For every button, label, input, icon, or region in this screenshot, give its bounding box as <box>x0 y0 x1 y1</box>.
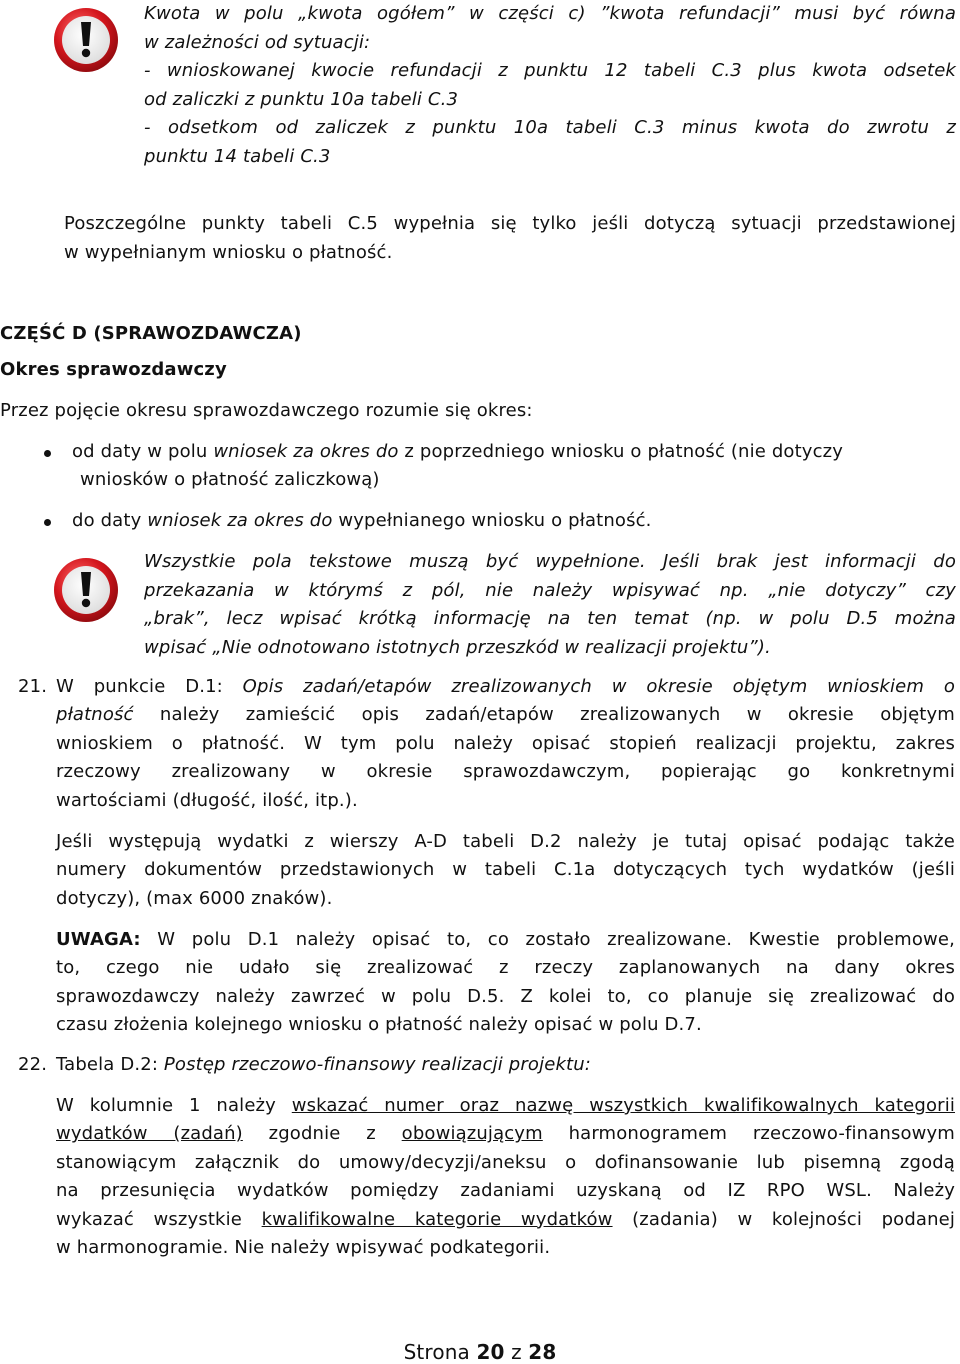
field-name: wniosek za okres do <box>147 510 333 531</box>
section-intro: Przez pojęcie okresu sprawozdawczego rozumie się okres: <box>0 400 533 421</box>
page-current: 20 <box>476 1340 505 1364</box>
underlined-text: obowiązującym <box>401 1123 543 1145</box>
para-line <box>56 1206 955 1234</box>
warning-icon <box>52 6 120 74</box>
note-line: - wnioskowanej kwocie refundacji z punktu 12 tabeli C.3 plus kwota odsetek <box>144 60 956 81</box>
bullet-dot <box>44 519 51 526</box>
note-line: od zaliczki z punktu 10a tabeli C.3 <box>144 88 459 110</box>
para-line: rzeczowy zrealizowany w okresie sprawozdawczym, popierając go konkretnymi <box>56 761 955 783</box>
note-line: przekazania w którymś z pól, nie należy wpisywać np. „nie dotyczy” czy <box>144 579 956 601</box>
underlined-text: wskazać numer oraz nazwę wszystkich kwalifikowalnych kategorii <box>291 1095 955 1116</box>
page-footer <box>0 1340 960 1364</box>
text-span: (zadania) w kolejności podanej <box>612 1208 956 1230</box>
note-line: Wszystkie pola tekstowe muszą być wypełnione. Jeśli brak jest informacji do <box>144 551 956 572</box>
para-line <box>56 701 955 729</box>
para-line: w harmonogramie. Nie należy wpisywać podkategorii. <box>56 1237 551 1259</box>
text-span: zgodnie z <box>242 1123 402 1145</box>
text-span: W polu D.1 należy opisać to, co zostało zrealizowane. Kwestie problemowe, <box>140 929 955 950</box>
note-line: - odsetkom od zaliczek z punktu 10a tabeli C.3 minus kwota do zwrotu z <box>144 117 956 138</box>
field-name: płatność <box>56 704 134 726</box>
para-line: wnioskiem o płatność. W tym polu należy opisać stopień realizacji projektu, zakres <box>56 732 955 754</box>
item-22-body <box>56 1092 955 1262</box>
note-line: wpisać „Nie odnotowano istotnych przeszkód w realizacji projektu”). <box>144 636 771 658</box>
item-21-expenses <box>56 828 955 913</box>
para-line: stanowiącym załącznik do umowy/decyzji/aneksu o dofinansowanie lub pisemną zgodą <box>56 1151 955 1173</box>
note-line: punktu 14 tabeli C.3 <box>144 145 331 167</box>
field-name: Postęp rzeczowo-finansowy realizacji projektu: <box>163 1054 592 1075</box>
text-span: należy zamieścić opis zadań/etapów zrealizowanych w okresie objętym <box>133 704 955 726</box>
text-span: do daty <box>72 510 148 531</box>
warning-icon <box>52 556 120 624</box>
field-name: Opis zadań/etapów zrealizowanych w okresie objętym wnioskiem o <box>242 676 956 697</box>
para-line: to, czego nie udało się zrealizować z rzeczy zaplanowanych na dany okres <box>56 957 955 979</box>
section-heading: CZĘŚĆ D (SPRAWOZDAWCZA) <box>0 323 302 344</box>
warning-note-refund <box>144 0 956 171</box>
para-line: dotyczy), (max 6000 znaków). <box>56 887 333 909</box>
para-line: wartościami (długość, ilość, itp.). <box>56 789 358 811</box>
text-span: Tabela D.2: <box>56 1054 164 1075</box>
note-line: „brak”, lecz wpisać krótką informację na ten temat (np. w polu D.5 można <box>144 608 956 629</box>
bullet-dot <box>44 450 51 457</box>
bullet-item-cont: wniosków o płatność zaliczkową) <box>80 469 380 490</box>
note-line: w wypełnianym wniosku o płatność. <box>64 241 393 263</box>
para-line: numery dokumentów przedstawionych w tabeli C.1a dotyczących tych wydatków (jeśli <box>56 859 955 881</box>
bullet-item <box>72 507 652 536</box>
para-line <box>56 926 955 954</box>
item-21-uwaga <box>56 926 955 1040</box>
page-total: 28 <box>528 1340 557 1364</box>
text-span: z poprzedniego wniosku o płatność (nie dotyczy <box>398 441 844 462</box>
underlined-text: wydatków (zadań) <box>56 1123 243 1145</box>
item-22-title <box>56 1051 591 1080</box>
warning-note-text-fields <box>144 548 956 662</box>
bullet-item <box>72 438 956 467</box>
text-span: W kolumnie 1 należy <box>56 1095 292 1116</box>
text-span: W punkcie D.1: <box>56 676 243 697</box>
item-number: 22. <box>18 1054 48 1075</box>
text-span: wypełnianego wniosku o płatność. <box>332 510 652 531</box>
para-line: czasu złożenia kolejnego wniosku o płatność należy opisać w polu D.7. <box>56 1014 702 1036</box>
para-line <box>56 1120 955 1148</box>
para-line: Jeśli występują wydatki z wierszy A-D tabeli D.2 należy je tutaj opisać podając także <box>56 831 955 852</box>
text-span: wykazać wszystkie <box>56 1208 262 1230</box>
footer-sep: z <box>511 1340 522 1364</box>
note-line: Kwota w polu „kwota ogółem” w części c) ”kwota refundacji” musi być równa <box>144 3 956 24</box>
item-number: 21. <box>18 676 48 697</box>
uwaga-label: UWAGA: <box>56 929 141 950</box>
para-line <box>56 1092 955 1120</box>
text-span: harmonogramem rzeczowo-finansowym <box>542 1123 955 1145</box>
section-subheading: Okres sprawozdawczy <box>0 359 227 380</box>
note-line: w zależności od sytuacji: <box>144 31 371 53</box>
underlined-text: kwalifikowalne kategorie wydatków <box>261 1208 613 1230</box>
footer-label: Strona <box>403 1340 470 1364</box>
para-line <box>56 673 955 701</box>
note-table-c5 <box>64 210 956 267</box>
item-21-body <box>56 673 955 815</box>
field-name: wniosek za okres do <box>213 441 399 462</box>
para-line: sprawozdawczy należy zawrzeć w polu D.5. Z kolei to, co planuje się zrealizować do <box>56 985 955 1007</box>
para-line: na przesunięcia wydatków pomiędzy zadaniami uzyskaną od IZ RPO WSL. Należy <box>56 1180 955 1202</box>
note-line: Poszczególne punkty tabeli C.5 wypełnia się tylko jeśli dotyczą sytuacji przedstawionej <box>64 213 956 234</box>
text-span: od daty w polu <box>72 441 214 462</box>
